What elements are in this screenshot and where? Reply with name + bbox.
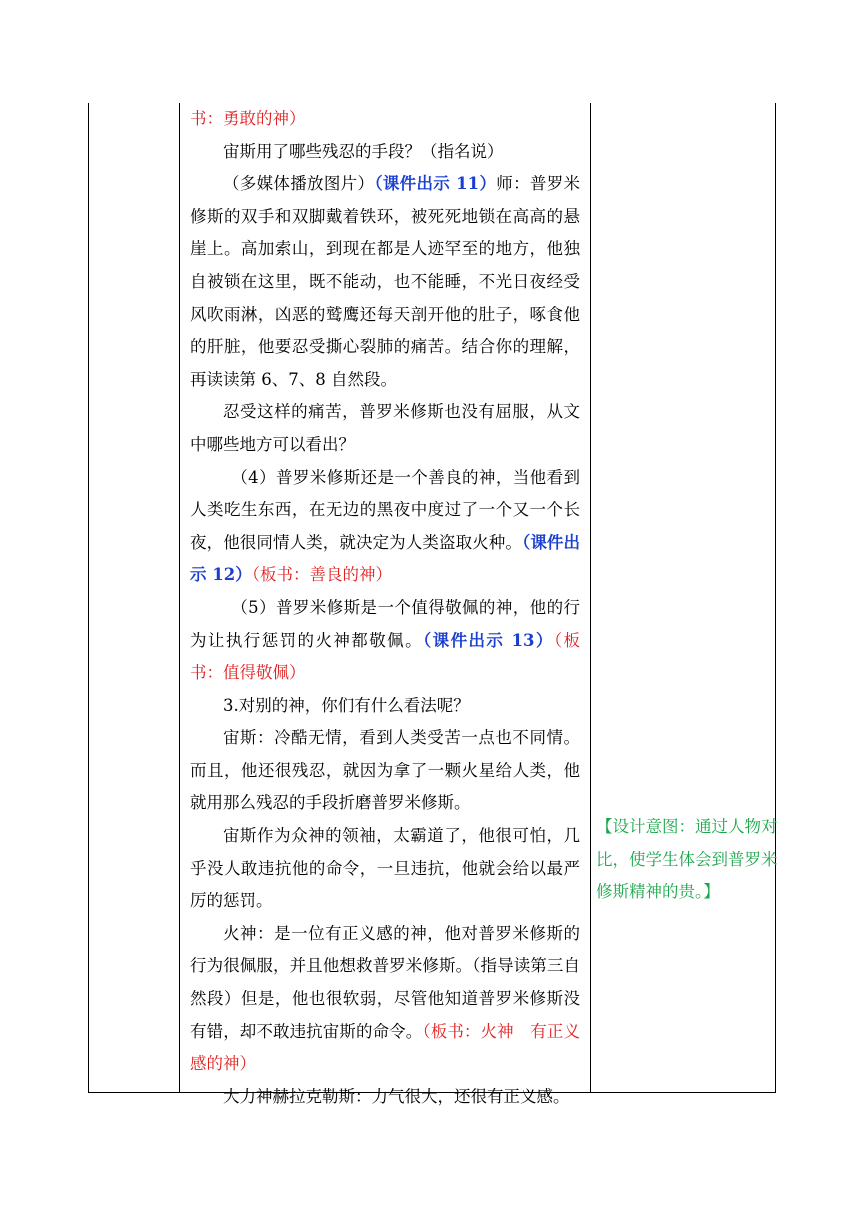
table-border-col1 <box>179 103 180 1093</box>
design-intent-note: 【设计意图：通过人物对比，使学生体会到普罗米修斯精神的贵。】 <box>596 817 778 902</box>
lesson-table <box>88 103 778 1106</box>
courseware-12: （课件出示 12） <box>190 532 581 585</box>
paragraph-hercules: 大力神赫拉克勒斯：力气很大，还很有正义感。 <box>223 1086 570 1106</box>
paragraph-kind: （4）普罗米修斯还是一个善良的神，当他看到人类吃生东西，在无边的黑夜中度过了一个又一个长夜，他很同情人类，就决定为人类盗取火种。（课件出示 12）（板书：善良的神） <box>190 467 581 585</box>
teacher-speech: 师：普罗米修斯的双手和双脚戴着铁环，被死死地锁在高高的悬崖上。高加索山，到现在都是人迹罕至的地方，他独自被锁在这里，既不能动，也不能睡，不光日夜经受风吹雨淋，凶恶的鹫鹰还每天剖开他的肚子，啄食他的肝脏，他要忍受撕心裂肺的痛苦。结合你的理解，再读读第 6、7、8 自然段。 <box>190 174 581 389</box>
paragraph-other-gods: 3.对别的神，你们有什么看法呢？ <box>223 695 470 715</box>
board-note-brave: 书：勇敢的神） <box>190 109 306 128</box>
courseware-13: （课件出示 13） <box>422 630 554 650</box>
paragraph-endure: 忍受这样的痛苦，普罗米修斯也没有屈服，从文中哪些地方可以看出？ <box>190 402 580 454</box>
lesson-content-cell <box>186 103 584 1106</box>
courseware-11: （课件出示 11） <box>374 174 497 194</box>
paragraph-question: 宙斯用了哪些残忍的手段？（指名说） <box>223 141 504 161</box>
board-note-admirable: （板书：值得敬佩） <box>190 630 580 683</box>
design-intent-cell <box>592 103 776 1093</box>
paragraph-media <box>190 168 580 396</box>
board-note-kind: （板书：善良的神） <box>251 565 392 585</box>
table-border-left <box>88 103 89 1093</box>
paragraph-zeus-2: 宙斯作为众神的领袖，太霸道了，他很可怕，几乎没人敢违抗他的命令，一旦违抗，他就会给以最严厉的惩罚。 <box>190 826 580 911</box>
paragraph-fire-god: 火神：是一位有正义感的神，他对普罗米修斯的行为很佩服，并且他想救普罗米修斯。（指导读第三自然段）但是，他也很软弱，尽管他知道普罗米修斯没有错，却不敢违抗宙斯的命令。（板书：火神 有正义感的神） <box>190 923 581 1074</box>
paragraph-zeus-1: 宙斯：冷酷无情，看到人类受苦一点也不同情。而且，他还很残忍，就因为拿了一颗火星给人类，他就用那么残忍的手段折磨普罗米修斯。 <box>190 728 580 813</box>
table-border-col2 <box>590 103 591 1093</box>
media-note: （多媒体播放图片） <box>223 174 375 194</box>
board-note-fire-god: （板书：火神 有正义感的神） <box>190 1021 581 1074</box>
paragraph-admirable: （5）普罗米修斯是一个值得敬佩的神，他的行为让执行惩罚的火神都敬佩。（课件出示 13）（板书：值得敬佩） <box>190 597 580 683</box>
